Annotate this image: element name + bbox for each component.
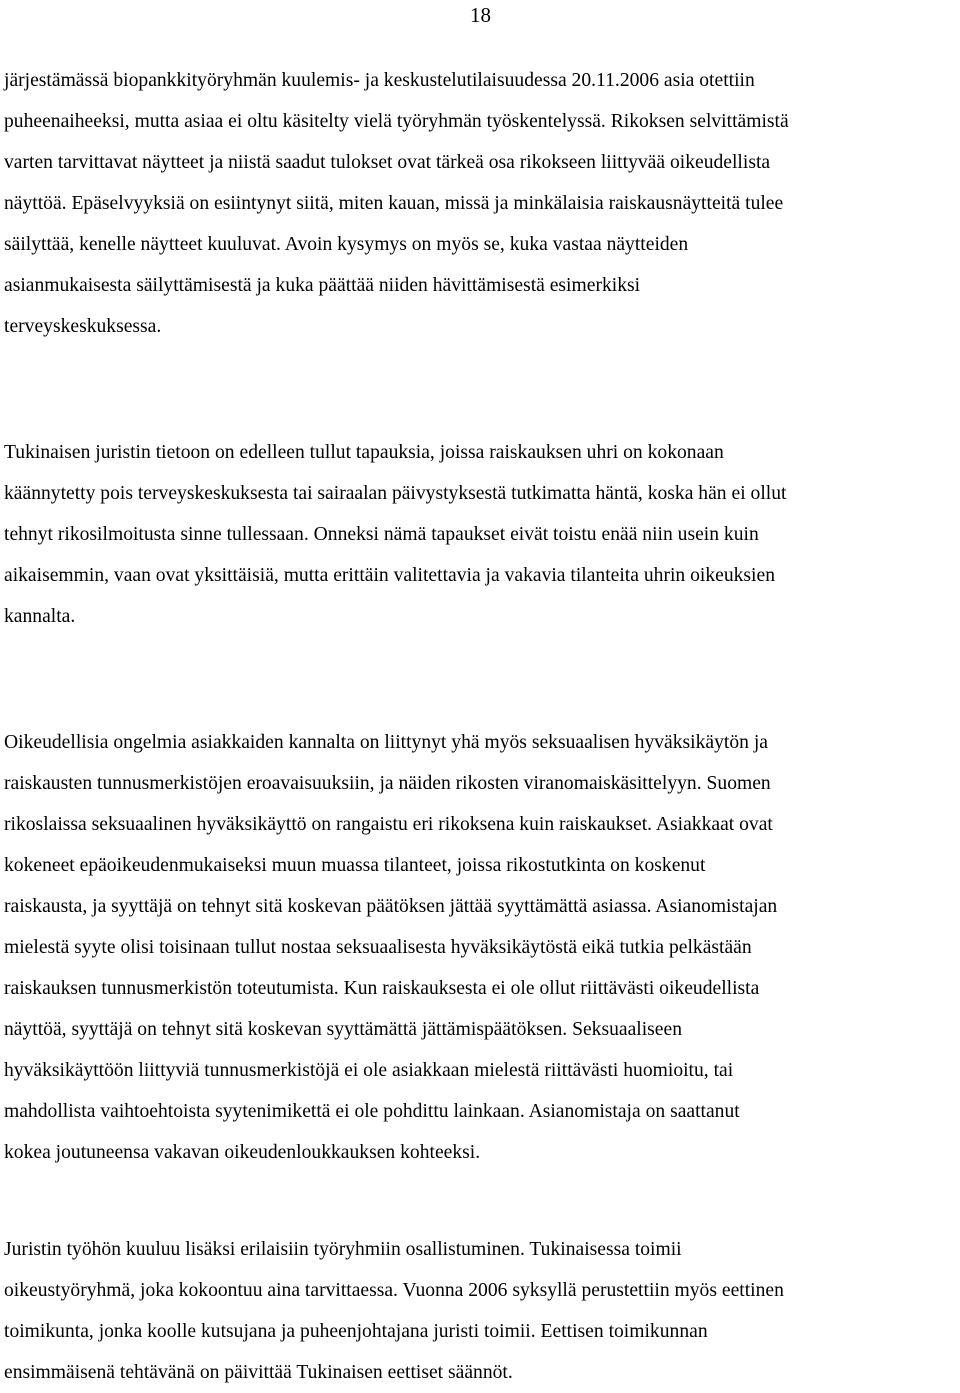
text-line: näyttöä, syyttäjä on tehnyt sitä koskevan syyttämättä jättämispäätöksen. Seksuaaliseen xyxy=(4,1019,682,1040)
text-line: asianmukaisesta säilyttämisestä ja kuka päättää niiden hävittämisestä esimerkiksi xyxy=(4,275,641,296)
text-line: kannalta. xyxy=(4,606,76,627)
text-line: Oikeudellisia ongelmia asiakkaiden kannalta on liittynyt yhä myös seksuaalisen hyväksikäytön ja xyxy=(4,732,768,753)
text-line: kokea joutuneensa vakavan oikeudenloukkauksen kohteeksi. xyxy=(4,1142,481,1163)
paragraph-2 xyxy=(4,432,954,637)
text-line: toimikunta, jonka koolle kutsujana ja puheenjohtajana juristi toimii. Eettisen toimikunnan xyxy=(4,1321,708,1342)
text-line: mielestä syyte olisi toisinaan tullut nostaa seksuaalisesta hyväksikäytöstä eikä tutkia pelkästään xyxy=(4,937,752,958)
text-line: tehnyt rikosilmoitusta sinne tullessaan. Onneksi nämä tapaukset eivät toistu enää niin usein kuin xyxy=(4,524,759,545)
text-line: hyväksikäyttöön liittyviä tunnusmerkistöjä ei ole asiakkaan mielestä riittävästi huomioitu, tai xyxy=(4,1060,734,1081)
text-line: raiskausten tunnusmerkistöjen eroavaisuuksiin, ja näiden rikosten viranomaiskäsittelyyn. Suomen xyxy=(4,773,771,794)
text-line: kokeneet epäoikeudenmukaiseksi muun muassa tilanteet, joissa rikostutkinta on koskenut xyxy=(4,855,706,876)
text-line: ensimmäisenä tehtävänä on päivittää Tukinaisen eettiset säännöt. xyxy=(4,1362,513,1383)
text-line: järjestämässä biopankkityöryhmän kuulemis- ja keskustelutilaisuudessa 20.11.2006 asia otettiin xyxy=(4,70,755,91)
paragraph-3 xyxy=(4,722,954,1173)
text-line: näyttöä. Epäselvyyksiä on esiintynyt siitä, miten kauan, missä ja minkälaisia raiskausnäytteitä tulee xyxy=(4,193,784,214)
text-line: raiskauksen tunnusmerkistön toteutumista. Kun raiskauksesta ei ole ollut riittävästi oikeudellista xyxy=(4,978,760,999)
text-line: raiskausta, ja syyttäjä on tehnyt sitä koskevan päätöksen jättää syyttämättä asiassa. Asianomistajan xyxy=(4,896,778,917)
text-line: oikeustyöryhmä, joka kokoontuu aina tarvittaessa. Vuonna 2006 syksyllä perustettiin myös eettinen xyxy=(4,1280,784,1301)
text-line: varten tarvittavat näytteet ja niistä saadut tulokset ovat tärkeä osa rikokseen liittyvää oikeudellista xyxy=(4,152,771,173)
text-line: rikoslaissa seksuaalinen hyväksikäyttö on rangaistu eri rikoksena kuin raiskaukset. Asiakkaat ovat xyxy=(4,814,773,835)
text-line: Juristin työhön kuuluu lisäksi erilaisiin työryhmiin osallistuminen. Tukinaisessa toimii xyxy=(4,1239,682,1260)
text-line: käännytetty pois terveyskeskuksesta tai sairaalan päivystyksestä tutkimatta häntä, koska hän ei ollut xyxy=(4,483,787,504)
text-line: aikaisemmin, vaan ovat yksittäisiä, mutta erittäin valitettavia ja vakavia tilanteita uhrin oikeuksien xyxy=(4,565,775,586)
paragraph-4 xyxy=(4,1229,954,1393)
page-number: 18 xyxy=(470,3,491,27)
text-line: terveyskeskuksessa. xyxy=(4,316,162,337)
paragraph-1 xyxy=(4,60,954,347)
text-line: säilyttää, kenelle näytteet kuuluvat. Avoin kysymys on myös se, kuka vastaa näytteiden xyxy=(4,234,689,255)
text-line: puheenaiheeksi, mutta asiaa ei oltu käsitelty vielä työryhmän työskentelyssä. Rikoksen selvittämistä xyxy=(4,111,789,132)
text-line: mahdollista vaihtoehtoista syytenimikettä ei ole pohdittu lainkaan. Asianomistaja on saattanut xyxy=(4,1101,740,1122)
text-line: Tukinaisen juristin tietoon on edelleen tullut tapauksia, joissa raiskauksen uhri on kokonaan xyxy=(4,442,724,463)
